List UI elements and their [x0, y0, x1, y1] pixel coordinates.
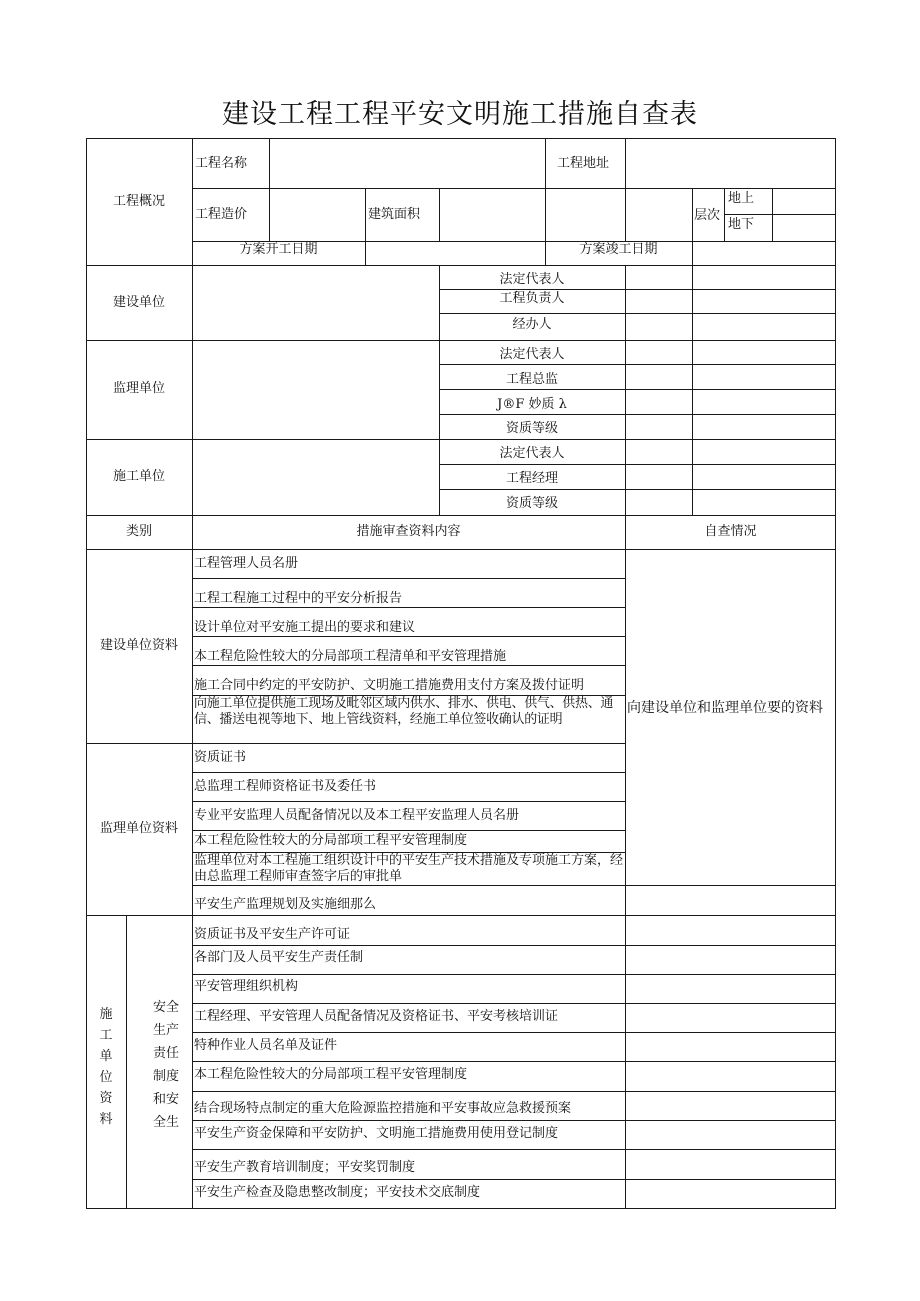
- doc-item: 平安生产资金保障和平安防护、文明施工措施费用使用登记制度: [194, 1126, 559, 1141]
- builder-role: 法定代表人: [499, 272, 565, 287]
- contractor-docs-label: 施工单位资料: [99, 1007, 113, 1127]
- supervisor-role: 资质等级: [505, 421, 558, 436]
- doc-item: 结合现场特点制定的重大危险源监控措施和平安事故应急救援预案: [194, 1101, 572, 1116]
- doc-item: 本工程危险性较大的分局部项工程平安管理制度: [194, 1067, 468, 1082]
- doc-item: 平安管理组织机构: [194, 979, 299, 994]
- overview-section-label: 工程概况: [112, 194, 165, 209]
- doc-item: 施工合同中约定的平安防护、文明施工措施费用支付方案及拨付证明: [194, 678, 585, 693]
- supervisor-role: 法定代表人: [499, 347, 565, 362]
- doc-item: 平安生产监理规划及实施细那么: [194, 897, 377, 912]
- supervisor-docs-label: 监理单位资料: [99, 821, 178, 836]
- page-title: 建设工程工程平安文明施工措施自查表: [222, 99, 698, 130]
- doc-item: 各部门及人员平安生产责任制: [194, 950, 364, 965]
- below-ground-label: 地下: [728, 217, 755, 232]
- doc-item: 本工程危险性较大的分局部项工程清单和平安管理措施: [194, 649, 507, 664]
- contractor-role: 工程经理: [505, 471, 558, 486]
- builder-role: 经办人: [512, 317, 552, 332]
- doc-item: 资质证书: [194, 750, 247, 765]
- content-header: 措施审查资料内容: [356, 524, 461, 539]
- project-address-label: 工程地址: [557, 156, 610, 171]
- contractor-role: 资质等级: [505, 496, 558, 511]
- doc-item: 平安生产教育培训制度；平安奖罚制度: [194, 1160, 416, 1175]
- doc-item: 特种作业人员名单及证件: [194, 1038, 338, 1053]
- doc-item: 总监理工程师资格证书及委任书: [194, 779, 377, 794]
- area-label: 建筑面积: [368, 207, 421, 222]
- builder-role: 工程负责人: [499, 291, 565, 306]
- builder-docs-label: 建设单位资料: [99, 638, 178, 653]
- floors-label: 层次: [694, 208, 721, 223]
- cost-label: 工程造价: [195, 207, 248, 222]
- supervisor-role: 工程总监: [505, 372, 558, 387]
- builder-section-label: 建设单位: [112, 295, 165, 310]
- doc-item: 监理单位对本工程施工组织设计中的平安生产技术措施及专项施工方案，经由总监理工程师审查签字后的审批单: [194, 853, 624, 884]
- doc-item: 工程经理、平安管理人员配备情况及资格证书、平安考核培训证: [194, 1009, 559, 1024]
- supervisor-section-label: 监理单位: [112, 381, 165, 396]
- doc-item: 平安生产检查及隐患整改制度；平安技术交底制度: [194, 1185, 481, 1200]
- doc-item: 工程管理人员名册: [194, 556, 299, 571]
- planned-end-label: 方案竣工日期: [579, 242, 658, 257]
- planned-start-label: 方案开工日期: [239, 242, 318, 257]
- category-header: 类别: [125, 524, 152, 539]
- doc-item: 资质证书及平安生产许可证: [194, 927, 351, 942]
- self-check-note: 向建设单位和监理单位要的资料: [627, 700, 823, 716]
- doc-item: 工程工程施工过程中的平安分析报告: [194, 591, 403, 606]
- doc-item: 设计单位对平安施工提出的要求和建议: [194, 620, 416, 635]
- above-ground-label: 地上: [728, 191, 755, 206]
- doc-item: 本工程危险性较大的分局部项工程平安管理制度: [194, 833, 468, 848]
- project-name-label: 工程名称: [195, 156, 248, 171]
- status-header: 自查情况: [704, 524, 757, 539]
- doc-item: 向施工单位提供施工现场及毗邻区域内供水、排水、供电、供气、供热、通信、播送电视等地下、地上管线资料，经施工单位签收确认的证明: [194, 696, 614, 727]
- contractor-docs-sublabel: 安全生产责任制度和安全生: [152, 1000, 179, 1130]
- supervisor-role: J®F 妙质 λ: [497, 397, 567, 412]
- checklist-table: [86, 138, 836, 1209]
- contractor-role: 法定代表人: [499, 446, 565, 461]
- contractor-section-label: 施工单位: [112, 469, 165, 484]
- doc-item: 专业平安监理人员配备情况以及本工程平安监理人员名册: [194, 808, 520, 823]
